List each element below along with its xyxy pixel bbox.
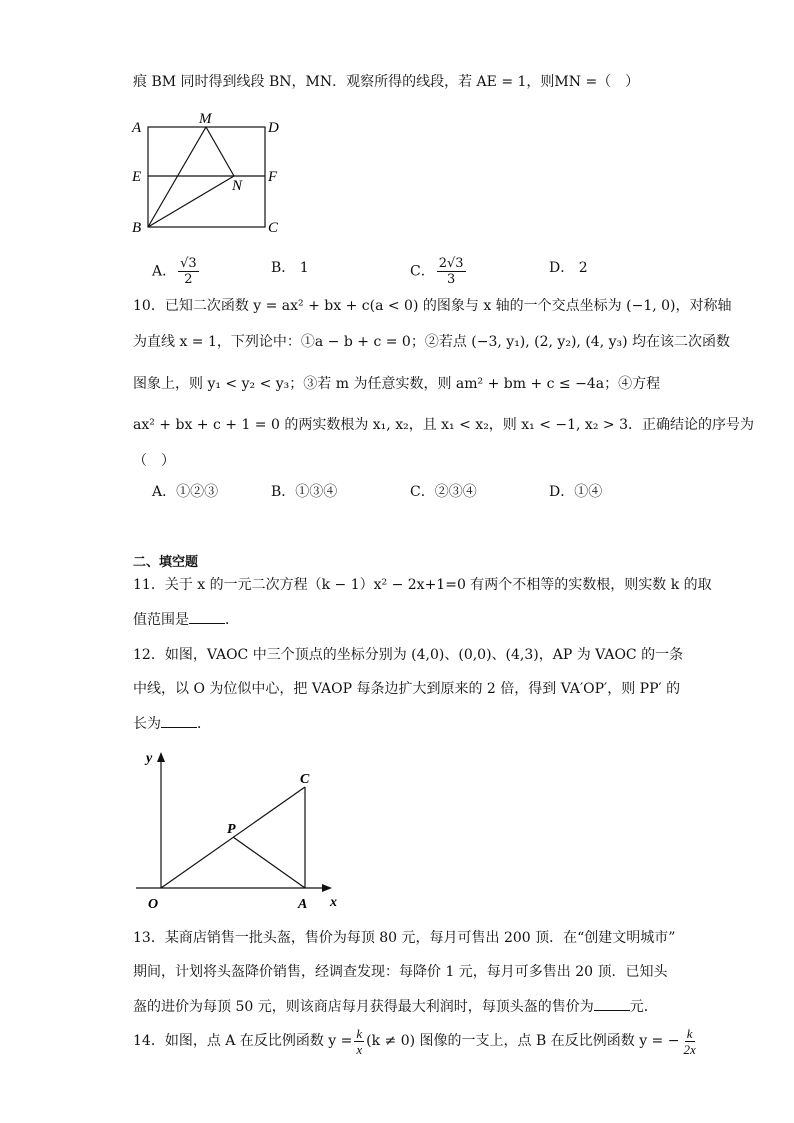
q11-answer-blank[interactable]: [189, 609, 225, 624]
line-mn: [206, 127, 234, 176]
q9-option-b: B． 1: [271, 260, 309, 276]
q9-figure: [128, 108, 288, 236]
q10-line4: ax² + bx + c + 1 = 0 的两实数根为 x₁, x₂，且 x₁ < x₂，则 x₁ < −1, x₂ > 3．正确结论的序号为: [133, 417, 754, 433]
label-o: O: [148, 897, 159, 912]
q14-line1: 14．如图，点 A 在反比例函数 y = $\frac{k}{x}$ (k ≠ 0) 图像的一支上，点 B 在反比例函数 y = − $\frac{k}{2x}$: [133, 1025, 696, 1057]
label-d: D: [268, 120, 279, 136]
label-c: C: [300, 772, 310, 787]
q12-answer-blank[interactable]: [161, 713, 197, 728]
segment-pa: [233, 837, 305, 888]
label-x: x: [330, 895, 337, 910]
q10-line1: 10．已知二次函数 y = ax² + bx + c(a < 0) 的图象与 x 轴的一个交点坐标为 (−1, 0)，对称轴: [133, 298, 732, 314]
q10-line3: 图象上，则 y₁ < y₂ < y₃；③若 m 为任意实数，则 am² + bm + c ≤ −4a；④方程: [133, 376, 661, 392]
label-f: F: [268, 169, 278, 185]
q10-line5: （ ）: [133, 453, 175, 469]
q12-line2: 中线，以 O 为位似中心，把 VAOP 每条边扩大到原来的 2 倍，得到 VA′OP′，则 PP′ 的: [133, 681, 681, 697]
q9-option-a: A． $\frac{√3}{2}$: [152, 256, 197, 287]
x-axis-arrow: [322, 884, 332, 892]
q12-figure: [134, 744, 354, 914]
label-e: E: [132, 169, 142, 185]
q11-line1: 11．关于 x 的一元二次方程（k − 1）x² − 2x+1=0 有两个不相等的实数根，则实数 k 的取: [133, 577, 712, 593]
q13-line3: 盔的进价为每顶 50 元，则该商店每月获得最大利润时，每顶头盔的售价为 元．: [133, 996, 658, 1017]
q10-option-c: C．②③④: [410, 484, 477, 500]
q11-line2: 值范围是 ．: [133, 609, 239, 630]
q10-option-b: B．①③④: [271, 484, 338, 500]
q10-line2: 为直线 x = 1，下列论中：①a − b + c = 0；②若点 (−3, y₁), (2, y₂), (4, y₃) 均在该二次函数: [133, 334, 731, 350]
q9-option-c: C． $\frac{2√3}{3}$: [410, 256, 464, 287]
q12-line3: 长为 ．: [133, 713, 211, 734]
q10-option-d: D．①④: [549, 484, 603, 500]
rect-abcd: [148, 127, 265, 227]
section-title: 二、填空题: [133, 555, 199, 570]
q10-option-a: A．①②③: [152, 484, 219, 500]
label-a: A: [132, 120, 142, 136]
q13-line1: 13．某商店销售一批头盔，售价为每顶 80 元，每月可售出 200 顶．在“创建文明城市”: [133, 930, 676, 946]
q12-line1: 12．如图，VAOC 中三个顶点的坐标分别为 (4,0)、(0,0)、(4,3)，AP 为 VAOC 的一条: [133, 647, 684, 663]
line-bm: [148, 127, 206, 227]
line-bn: [148, 176, 234, 227]
q13-answer-blank[interactable]: [594, 996, 630, 1011]
label-c: C: [268, 220, 279, 236]
label-m: M: [199, 111, 212, 127]
label-b: B: [132, 220, 142, 236]
label-p: P: [227, 822, 236, 837]
q9-option-d: D． 2: [549, 260, 588, 276]
y-axis-arrow: [157, 752, 165, 762]
label-y: y: [146, 751, 153, 766]
q9-text: 痕 BM 同时得到线段 BN，MN．观察所得的线段，若 AE = 1，则MN =（ ）: [133, 74, 640, 90]
q13-line2: 期间，计划将头盔降价销售，经调查发现：每降价 1 元，每月可多售出 20 顶．已知头: [133, 964, 668, 980]
label-a: A: [298, 897, 308, 912]
label-n: N: [232, 178, 243, 194]
